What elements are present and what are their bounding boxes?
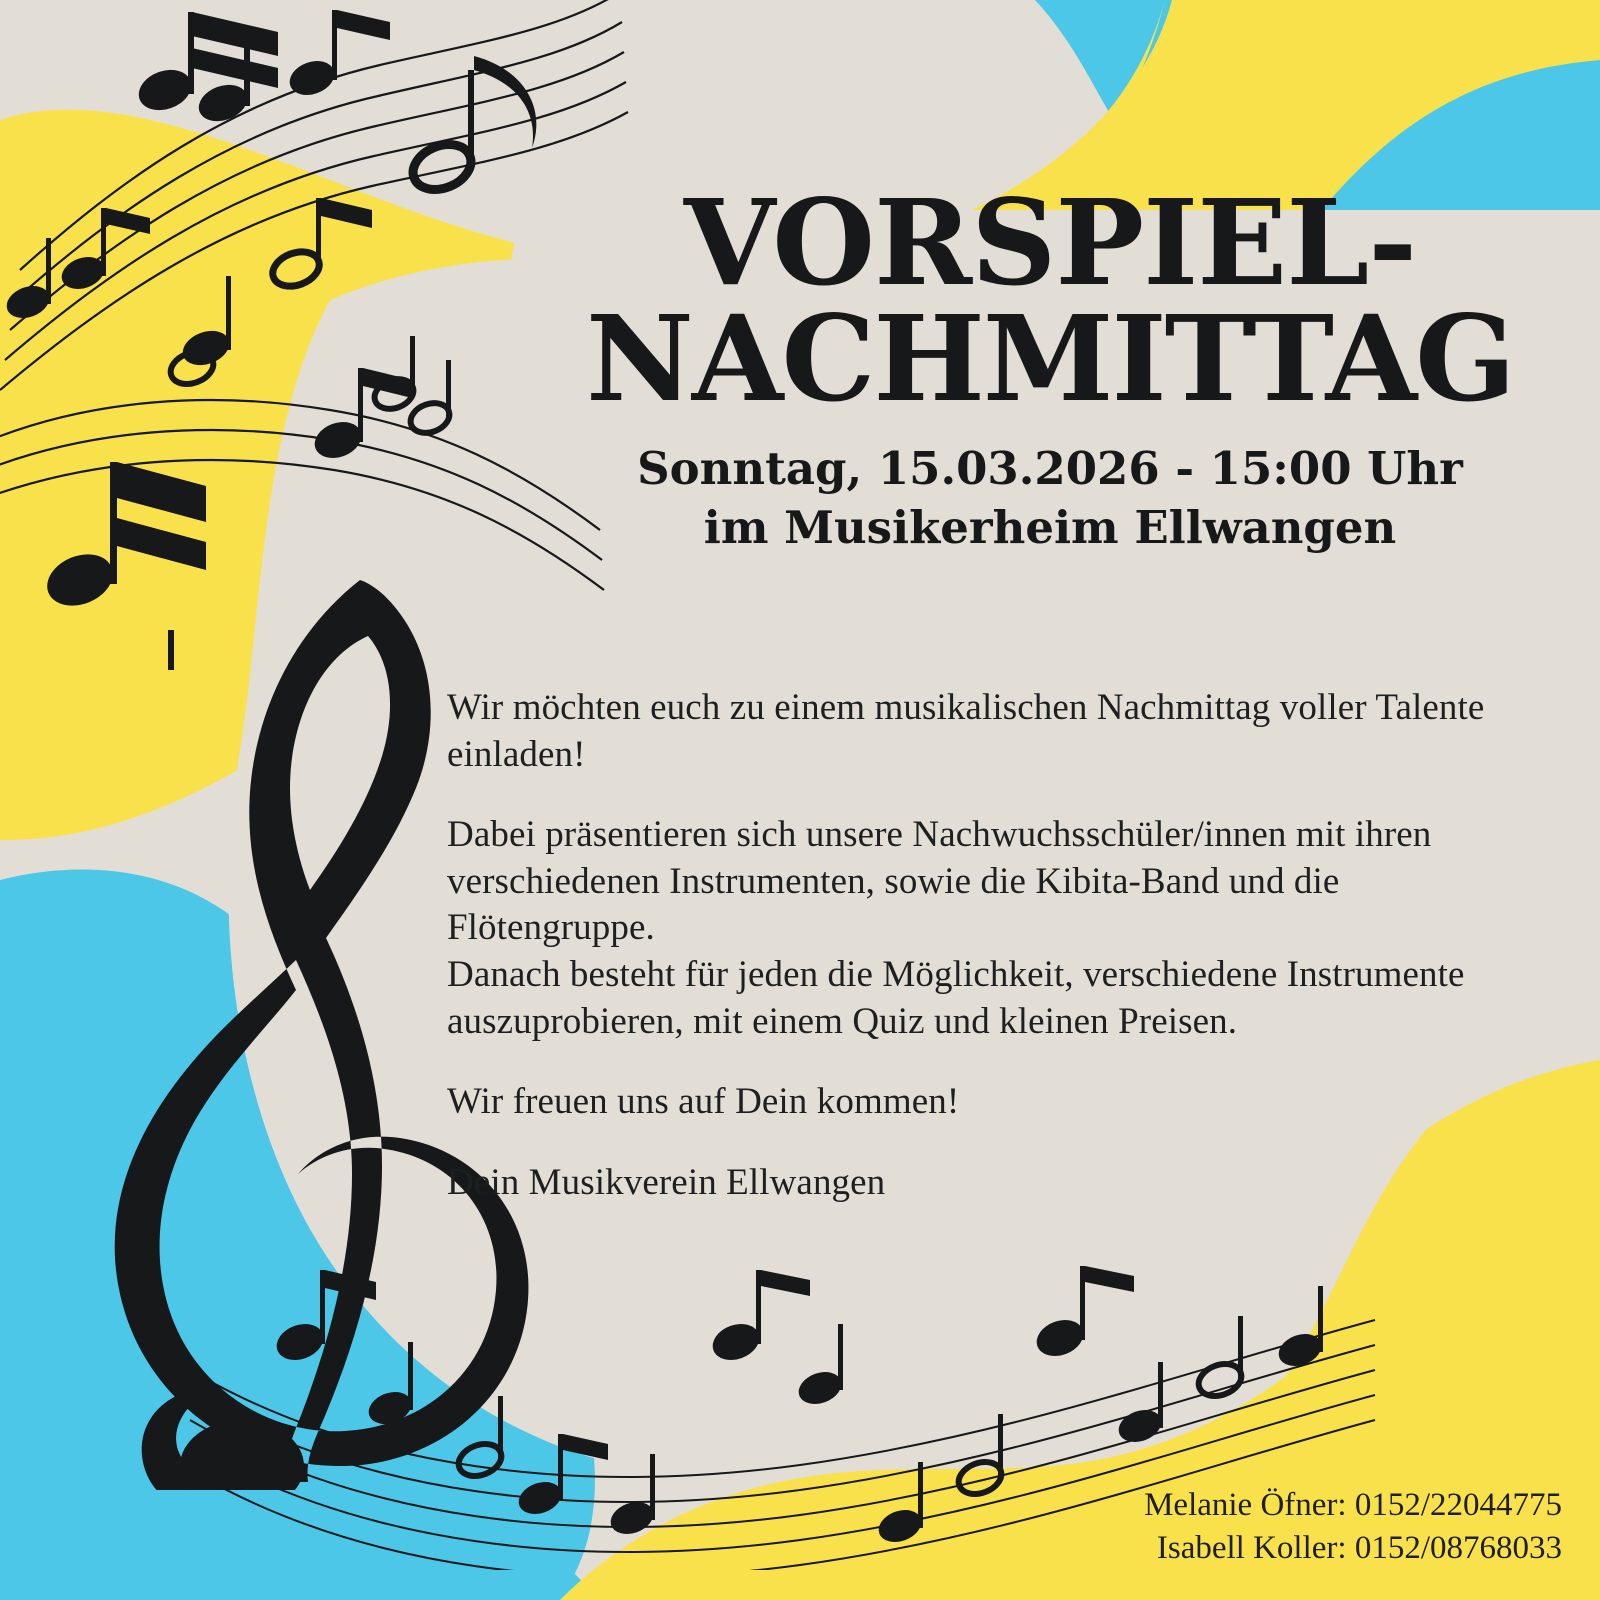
contact-block — [1144, 1484, 1562, 1570]
body-paragraph-1: Wir möchten euch zu einem musikalischen Nachmittag voller Talente einladen! — [447, 687, 1485, 775]
page-title-line1: VORSPIEL- — [683, 173, 1417, 312]
event-datetime: Sonntag, 15.03.2026 - 15:00 Uhr — [637, 442, 1463, 496]
contact-line-1: Melanie Öfner: 0152/22044775 — [1144, 1487, 1562, 1524]
body-paragraph-4: Dein Musikverein Ellwangen — [447, 1161, 886, 1203]
event-location: im Musikerheim Ellwangen — [703, 501, 1397, 555]
contact-line-2: Isabell Koller: 0152/08768033 — [1156, 1530, 1562, 1567]
page-title-line2: NACHMITTAG — [586, 288, 1514, 428]
poster-title-block — [530, 173, 1570, 556]
body-paragraph-2: Dabei präsentieren sich unsere Nachwuchsschüler/innen mit ihren verschiedenen Instrumenten, sowie die Kibita-Band und die Flötengruppe. Danach besteht für jeden die Möglichkeit, verschiedene Instrumente auszuprobieren, mit einem Quiz und kleinen Preisen. — [447, 814, 1465, 1042]
body-text-block — [447, 685, 1507, 1206]
body-paragraph-3: Wir freuen uns auf Dein kommen! — [447, 1081, 960, 1123]
